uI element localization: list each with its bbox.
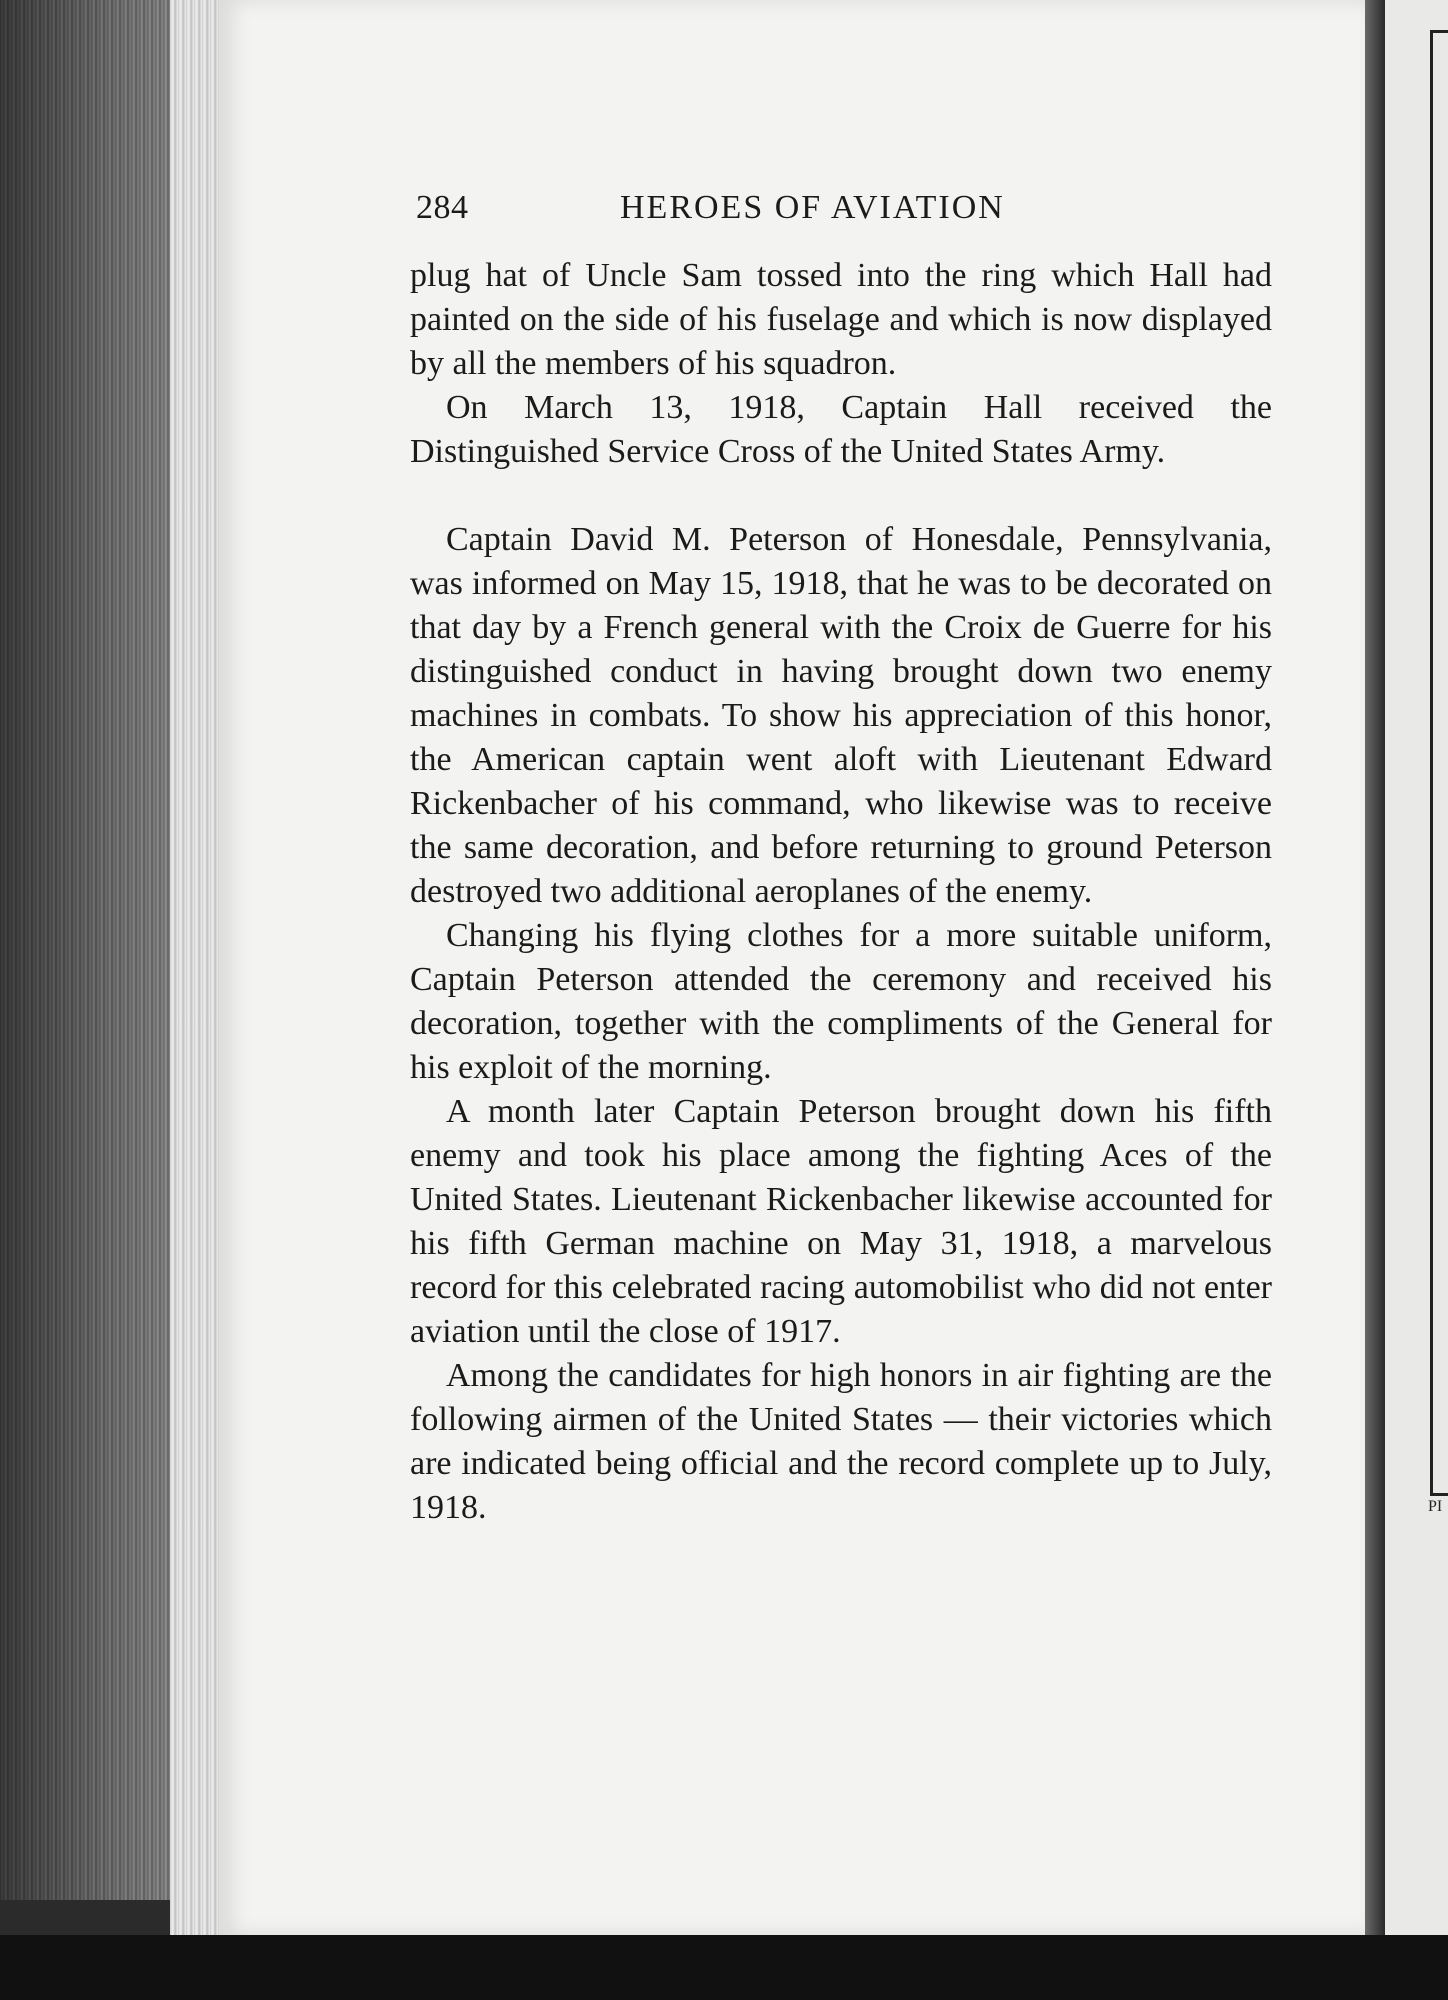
paragraph: Captain David M. Peterson of Honesdale, Pennsylvania, was informed on May 15, 1918, that he was to be decorated on that day by a French general with the Croix de Guerre for his distinguished conduct in having brought down two enemy machines in combats. To show his appreciation of this honor, the American captain went aloft with Lieutenant Edward Rickenbacher of his command, who likewise was to receive the same decoration, and before returning to ground Peterson destroyed two additional aeroplanes of the enemy. <box>410 521 1272 910</box>
running-title: HEROES OF AVIATION <box>620 189 1005 226</box>
paragraph: Among the candidates for high honors in air fighting are the following airmen of the United States — their victories which are indicated being official and the record complete up to July, 1918. <box>410 1357 1272 1526</box>
paragraph: Changing his flying clothes for a more suitable uniform, Captain Peterson attended the ceremony and received his decoration, together with the compliments of the General for his exploit of the morning. <box>410 917 1272 1086</box>
section-break <box>410 474 1272 518</box>
adjacent-plate-frame <box>1430 30 1448 1496</box>
book-gutter <box>1365 0 1385 2000</box>
paragraph: On March 13, 1918, Captain Hall received the Distinguished Service Cross of the United States Army. <box>410 389 1272 470</box>
paragraph: plug hat of Uncle Sam tossed into the ring which Hall had painted on the side of his fuselage and which is now displayed by all the members of his squadron. <box>410 257 1272 382</box>
page-stack-shadow <box>0 0 190 2000</box>
running-head <box>410 180 1272 230</box>
page-edge-lines <box>170 0 224 1940</box>
bottom-shadow <box>0 1935 1448 2000</box>
page-text-block <box>410 180 1272 1530</box>
paragraph: A month later Captain Peterson brought down his fifth enemy and took his place among the fighting Aces of the United States. Lieutenant Rickenbacher likewise accounted for his fifth German machine on May 31, 1918, a marvelous record for this celebrated racing automobilist who did not enter aviation until the close of 1917. <box>410 1093 1272 1350</box>
adjacent-page-caption: PI <box>1428 1498 1443 1515</box>
page-number: 284 <box>416 189 469 226</box>
